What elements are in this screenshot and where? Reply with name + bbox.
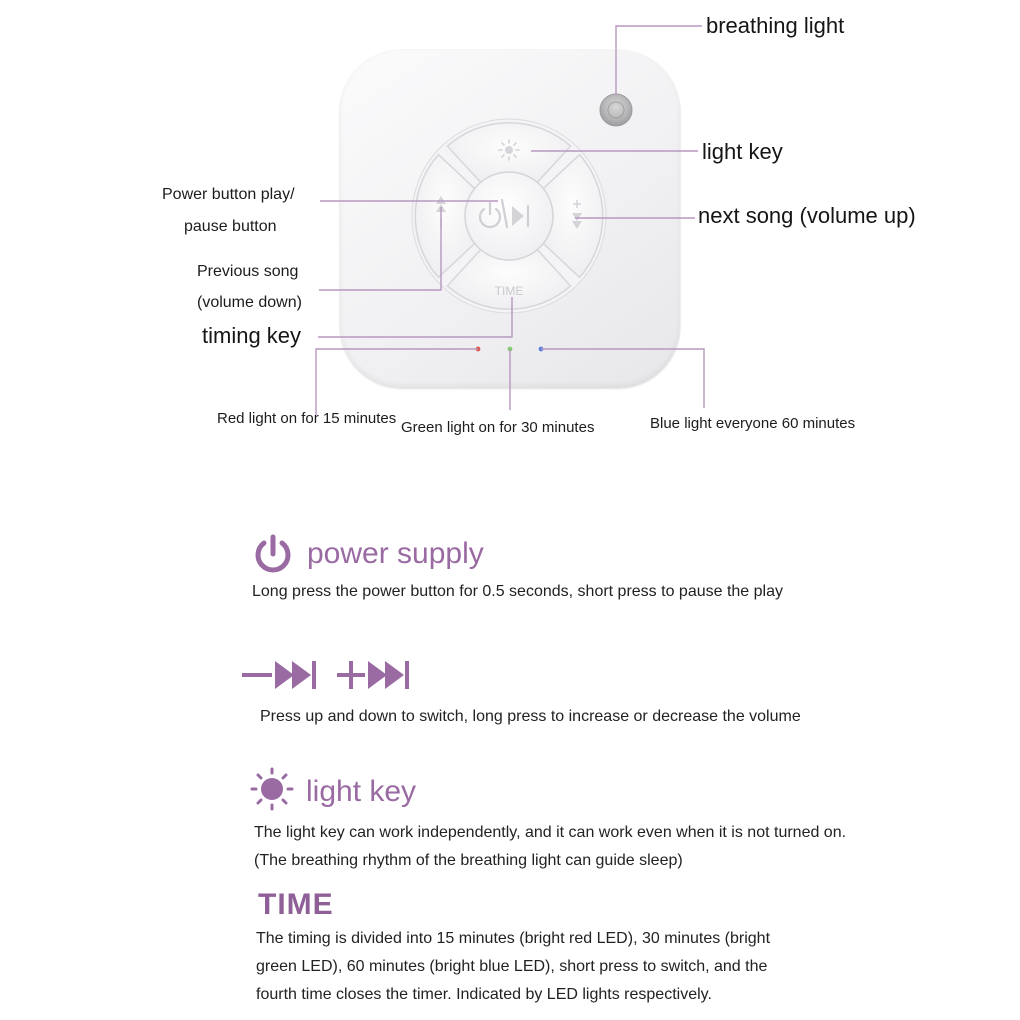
callout-prev-line2: (volume down) bbox=[197, 294, 302, 311]
time-description-line3: fourth time closes the timer. Indicated by LED lights respectively. bbox=[256, 986, 712, 1003]
callout-timing-key: timing key bbox=[202, 323, 302, 348]
power-supply-title: power supply bbox=[307, 537, 484, 570]
time-description-line2: green LED), 60 minutes (bright blue LED), short press to switch, and the bbox=[256, 958, 768, 975]
callout-light-key: light key bbox=[702, 139, 783, 164]
light-key-description-line1: The light key can work independently, and it can work even when it is not turned on. bbox=[254, 824, 847, 841]
callout-blue-light: Blue light everyone 60 minutes bbox=[650, 415, 856, 432]
time-button-label: TIME bbox=[494, 284, 524, 298]
minus-skip-icon bbox=[242, 661, 316, 689]
callout-prev-line1: Previous song bbox=[197, 263, 299, 280]
time-title: TIME bbox=[258, 888, 334, 921]
light-key-title: light key bbox=[306, 775, 417, 808]
skip-volume-description: Press up and down to switch, long press to increase or decrease the volume bbox=[260, 708, 801, 725]
time-description-line1: The timing is divided into 15 minutes (bright red LED), 30 minutes (bright bbox=[256, 930, 771, 947]
skip-volume-icons bbox=[242, 657, 414, 693]
power-icon bbox=[252, 533, 294, 575]
callout-power-line2: pause button bbox=[184, 218, 277, 235]
plus-skip-icon bbox=[337, 661, 409, 689]
callout-power-line1: Power button play/ bbox=[162, 186, 295, 203]
callout-green-light: Green light on for 30 minutes bbox=[401, 419, 595, 436]
callout-red-light: Red light on for 15 minutes bbox=[217, 410, 397, 427]
callout-breathing-light: breathing light bbox=[706, 13, 845, 38]
light-sun-icon bbox=[250, 767, 294, 811]
callout-next-song: next song (volume up) bbox=[698, 203, 916, 228]
light-key-description-line2: (The breathing rhythm of the breathing light can guide sleep) bbox=[254, 852, 683, 869]
sun-icon bbox=[499, 140, 519, 160]
power-supply-description: Long press the power button for 0.5 seconds, short press to pause the play bbox=[252, 583, 783, 600]
breathing-light bbox=[600, 94, 632, 126]
power-play-pause-button[interactable] bbox=[465, 172, 553, 260]
